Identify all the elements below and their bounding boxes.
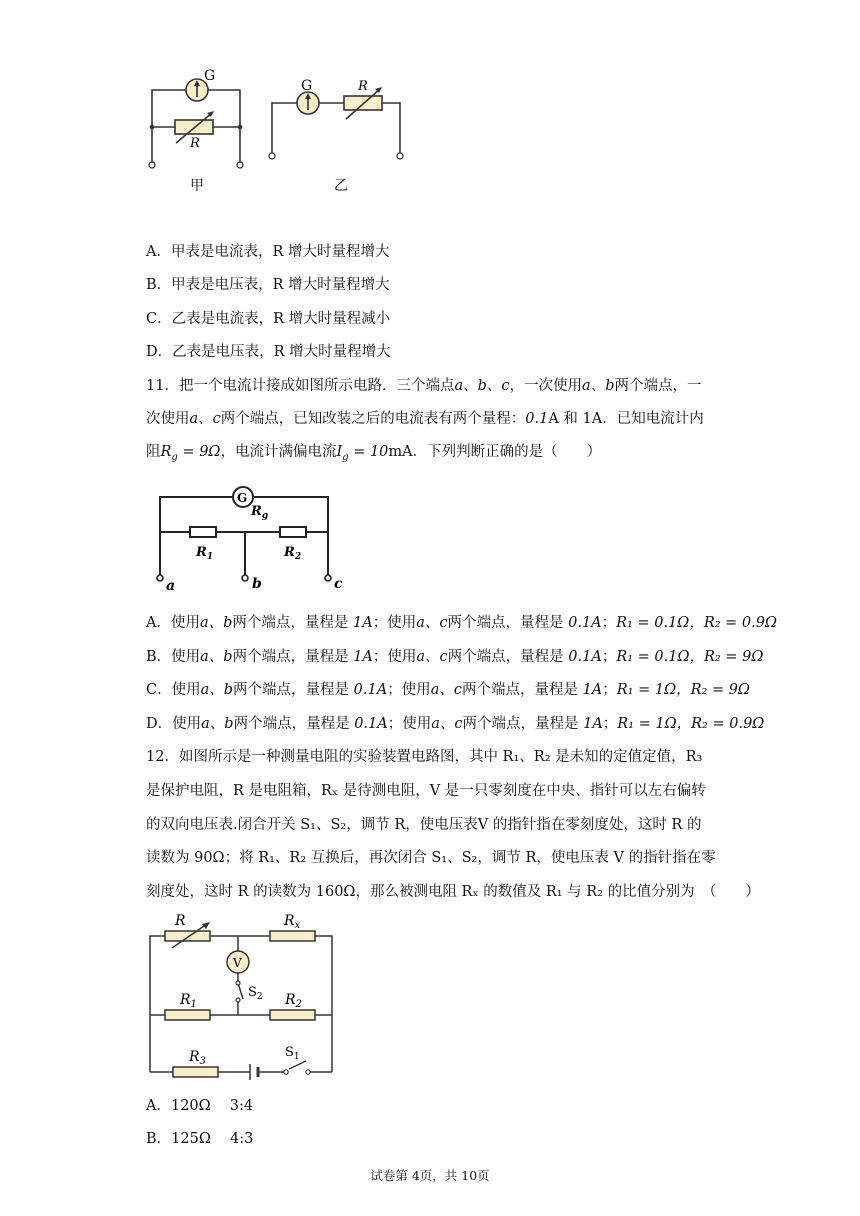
q11-option-c: C．使用a、b两个端点，量程是 0.1A；使用a、c两个端点，量程是 1A；R₁ = 1Ω，R₂ = 9Ω	[146, 682, 750, 698]
label-s2: $S_2$	[248, 985, 263, 1002]
q12-option-b: B．125Ω 4:3	[146, 1131, 254, 1147]
resistor-r	[165, 931, 210, 941]
resistor-r1	[165, 1010, 210, 1020]
switch-contact	[236, 981, 240, 985]
arrow-icon	[202, 922, 210, 929]
label-rx: $R_x$	[284, 913, 301, 931]
label-rg: $R_g$	[251, 504, 269, 521]
page-footer: 试卷第 4页，共 10页	[370, 1168, 490, 1183]
label-yi: 乙	[334, 178, 348, 194]
label-r2: $R_2$	[285, 992, 302, 1010]
resistor-r2	[270, 1010, 315, 1020]
switch-contact	[306, 1070, 310, 1074]
q12-stem-line-3: 的双向电压表.闭合开关 S₁、S₂，调节 R，使电压表V 的指针指在零刻度处，这时 R 的	[146, 817, 702, 833]
label-g: G	[204, 68, 216, 84]
label-g: G	[237, 491, 248, 505]
label-c: c	[334, 576, 343, 592]
q10-option-a: A．甲表是电流表，R 增大时量程增大	[146, 244, 390, 260]
label-r: R	[175, 913, 186, 929]
label-r1: $R_1$	[180, 992, 197, 1010]
label-r: R	[190, 136, 200, 151]
q10-option-c: C．乙表是电流表，R 增大时量程减小	[146, 311, 391, 327]
label-g: G	[301, 78, 313, 94]
q12-option-a: A．120Ω 3:4	[146, 1098, 254, 1114]
switch-contact	[284, 1070, 288, 1074]
q11-stem-line-2: 次使用a、c两个端点，已知改装之后的电流表有两个量程：0.1A 和 1A．已知电流计内	[146, 411, 704, 427]
q12-stem-line-5: 刻度处，这时 R 的读数为 160Ω，那么被测电阻 Rₓ 的数值及 R₁ 与 R₂ 的比值分别为 （ ）	[146, 884, 760, 900]
resistor-r3	[173, 1067, 218, 1077]
label-a: a	[166, 578, 176, 594]
label-r: R	[358, 79, 368, 94]
resistor-rx	[270, 931, 315, 941]
q11-option-d: D．使用a、b两个端点，量程是 0.1A；使用a、c两个端点，量程是 1A；R₁ = 1Ω，R₂ = 0.9Ω	[146, 716, 765, 732]
label-jia: 甲	[190, 178, 204, 194]
label-v: V	[233, 956, 242, 970]
q11-stem-line-3: 阻$R_g = 9\Omega$，电流计满偏电流$I_g = 10mA$．下列判断正确的是（ ）	[146, 444, 602, 463]
label-r1: $R_1$	[196, 545, 214, 562]
q10-option-b: B．甲表是电压表，R 增大时量程增大	[146, 277, 390, 293]
switch-contact	[236, 998, 240, 1002]
q12-stem-line-2: 是保护电阻，R 是电阻箱，Rₓ 是待测电阻，V 是一只零刻度在中央、指针可以左右偏转	[146, 783, 706, 799]
q10-option-d: D．乙表是电压表，R 增大时量程增大	[146, 344, 391, 360]
label-r3: $R_3$	[189, 1049, 206, 1067]
q11-stem-line-1: 11．把一个电流计接成如图所示电路．三个端点a、b、c，一次使用a、b两个端点，一	[146, 378, 702, 394]
q12-stem-line-1: 12．如图所示是一种测量电阻的实验装置电路图，其中 R₁、R₂ 是未知的定值定值，R₃	[146, 749, 703, 765]
label-r2: $R_2$	[284, 545, 302, 562]
label-s1: $S_1$	[285, 1045, 300, 1062]
q11-option-b: B．使用a、b两个端点，量程是 1A；使用a、c两个端点，量程是 0.1A；R₁ = 0.1Ω，R₂ = 9Ω	[146, 649, 764, 665]
label-b: b	[252, 576, 262, 592]
q11-option-a: A．使用a、b两个端点，量程是 1A；使用a、c两个端点，量程是 0.1A；R₁ = 0.1Ω，R₂ = 0.9Ω	[146, 615, 777, 631]
q12-stem-line-4: 读数为 90Ω；将 R₁、R₂ 互换后，再次闭合 S₁、S₂，调节 R，使电压表 V 的指针指在零	[146, 850, 716, 866]
